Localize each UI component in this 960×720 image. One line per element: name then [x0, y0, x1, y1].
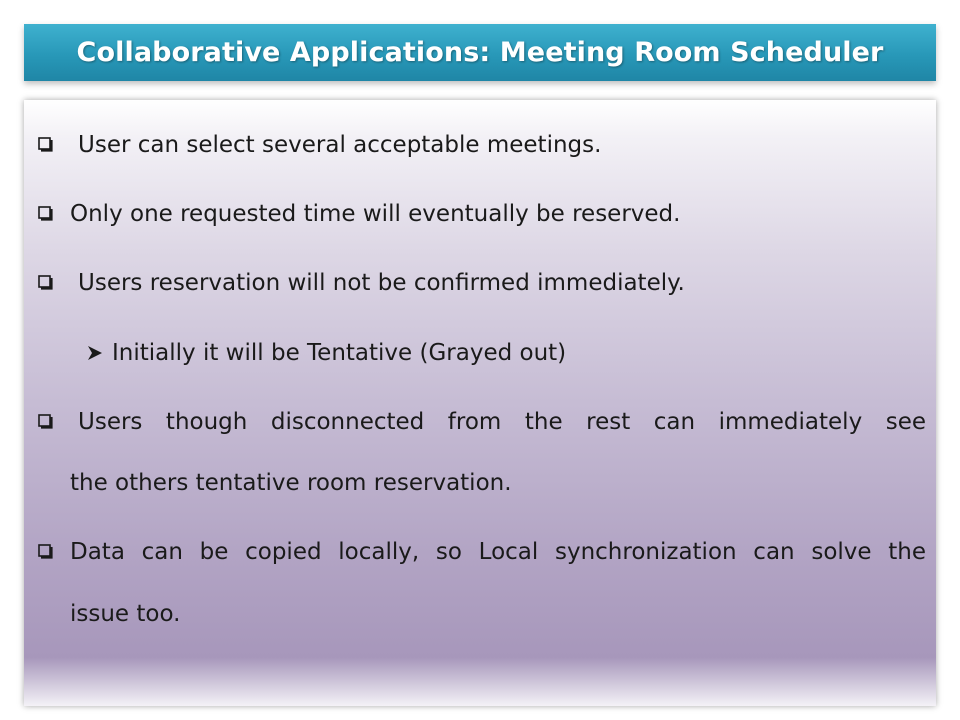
bullet-text-5-line-2: the others tentative room reservation.: [70, 470, 512, 496]
bullet-item-5-continuation: [70, 468, 512, 498]
bullet-item-1: [38, 130, 601, 160]
bullet-text-6-line-1: Data can be copied locally, so Local synchronization can solve the: [70, 539, 926, 565]
bullet-text-6-line-2: issue too.: [70, 601, 181, 627]
hollow-square-bullet-icon: [38, 137, 53, 152]
bullet-text-1: User can select several acceptable meetings.: [78, 132, 602, 158]
sub-bullet-item: [86, 338, 566, 368]
bullet-text-2: Only one requested time will eventually be reserved.: [70, 201, 681, 227]
bullet-text-5-line-1: Users though disconnected from the rest can immediately see: [78, 409, 926, 435]
bullet-text-3: Users reservation will not be confirmed immediately.: [78, 270, 685, 296]
bullet-item-6-continuation: [70, 599, 180, 629]
hollow-square-bullet-icon: [38, 414, 53, 429]
bullet-item-2: [38, 199, 680, 229]
hollow-square-bullet-icon: [38, 544, 53, 559]
hollow-square-bullet-icon: [38, 206, 53, 221]
sub-bullet-text: Initially it will be Tentative (Grayed out): [112, 340, 567, 366]
title-bar: [24, 24, 936, 81]
bullet-item-3: [38, 268, 685, 298]
hollow-square-bullet-icon: [38, 275, 53, 290]
arrowhead-bullet-icon: [86, 344, 104, 362]
slide-title: Collaborative Applications: Meeting Room Scheduler: [76, 37, 884, 68]
